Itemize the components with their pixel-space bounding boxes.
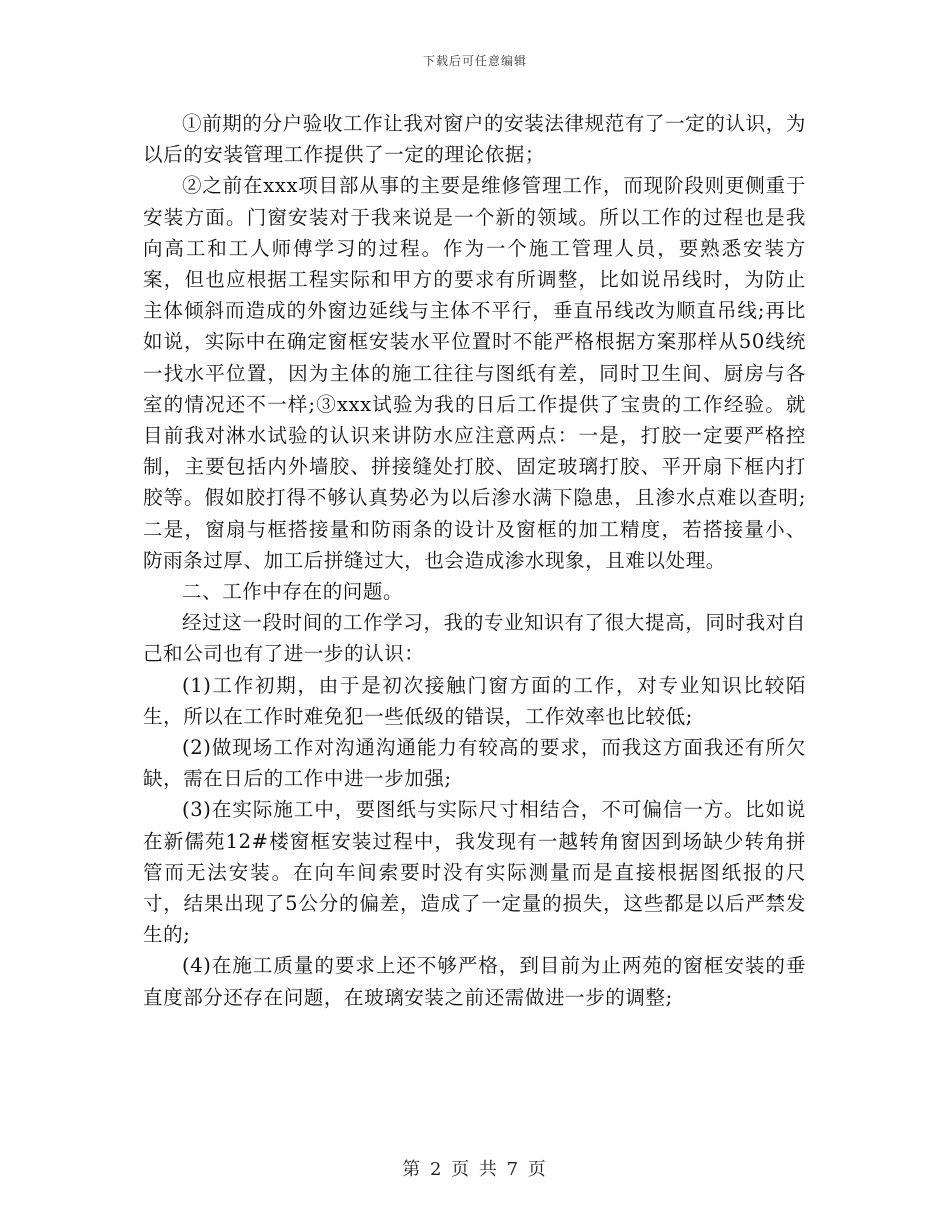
list-item-2: (2)做现场工作对沟通沟通能力有较高的要求，而我这方面我还有所欠缺，需在日后的工作中进一步加强; [143,736,806,791]
list-item-4: (4)在施工质量的要求上还不够严格，到目前为止两苑的窗框安装的垂直度部分还存在问题，在玻璃安装之前还需做进一步的调整; [143,954,806,1009]
page-number-footer: 第 2 页 共 7 页 [402,1159,548,1180]
document-body [143,108,806,1013]
page-header: 下载后可任意编辑 [422,54,527,68]
paragraph-1: ①前期的分户验收工作让我对窗户的安装法律规范有了一定的认识，为以后的安装管理工作提供了一定的理论依据； [143,112,806,167]
list-item-1: (1)工作初期，由于是初次接触门窗方面的工作，对专业知识比较陌生，所以在工作时难免犯一些低级的错误，工作效率也比较低; [143,673,806,728]
paragraph-3: 经过这一段时间的工作学习，我的专业知识有了很大提高，同时我对自己和公司也有了进一步的认识： [143,611,806,666]
section-heading: 二、工作中存在的问题。 [182,580,404,604]
list-item-3: (3)在实际施工中，要图纸与实际尺寸相结合，不可偏信一方。比如说在新儒苑12#楼窗框安装过程中，我发现有一越转角窗因到场缺少转角拼管而无法安装。在向车间索要时没有实际测量而是直接根据图纸报的尺寸，结果出现了5公分的偏差，造成了一定量的损失，这些都是以后严禁发生的; [143,798,806,947]
paragraph-2: ②之前在xxx项目部从事的主要是维修管理工作，而现阶段则更侧重于安装方面。门窗安装对于我来说是一个新的领域。所以工作的过程也是我向高工和工人师傅学习的过程。作为一个施工管理人员，要熟悉安装方案，但也应根据工程实际和甲方的要求有所调整，比如说吊线时，为防止主体倾斜而造成的外窗边延线与主体不平行，垂直吊线改为顺直吊线;再比如说，实际中在确定窗框安装水平位置时不能严格根据方案那样从50线统一找水平位置，因为主体的施工往往与图纸有差，同时卫生间、厨房与各室的情况还不一样;③xxx试验为我的日后工作提供了宝贵的工作经验。就目前我对淋水试验的认识来讲防水应注意两点：一是，打胶一定要严格控制，主要包括内外墙胶、拼接缝处打胶、固定玻璃打胶、平开扇下框内打胶等。假如胶打得不够认真势必为以后渗水满下隐患，且渗水点难以查明;二是，窗扇与框搭接量和防雨条的设计及窗框的加工精度，若搭接量小、防雨条过厚、加工后拼缝过大，也会造成渗水现象，且难以处理。 [143,174,806,572]
